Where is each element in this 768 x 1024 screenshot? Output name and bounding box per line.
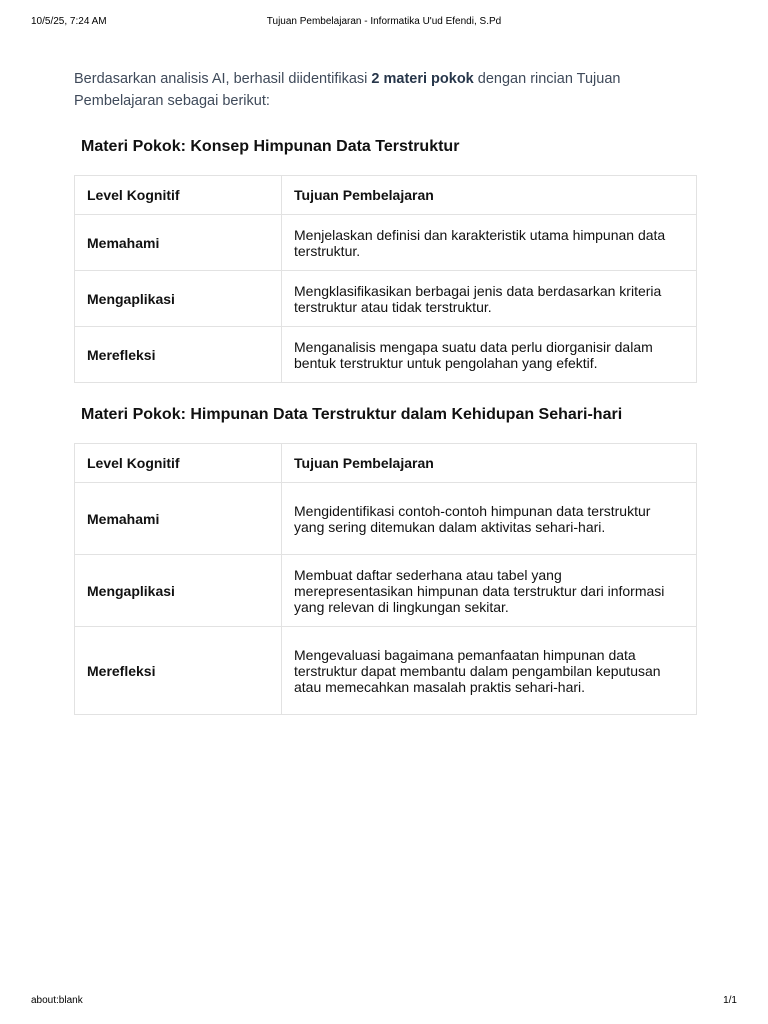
- section-title: Materi Pokok: Konsep Himpunan Data Terstruktur: [81, 138, 460, 155]
- intro-paragraph: [74, 68, 696, 112]
- page-number: 1/1: [723, 995, 737, 1006]
- print-document-title: Tujuan Pembelajaran - Informatika U'ud Efendi, S.Pd: [266, 16, 502, 27]
- table-row: [75, 215, 697, 271]
- print-header: [31, 16, 737, 30]
- cell-goal: Mengidentifikasi contoh-contoh himpunan data terstruktur yang sering ditemukan dalam aktivitas sehari-hari.: [282, 483, 697, 555]
- cell-goal: Mengklasifikasikan berbagai jenis data berdasarkan kriteria terstruktur atau tidak terstruktur.: [282, 271, 697, 327]
- cell-goal: Menjelaskan definisi dan karakteristik utama himpunan data terstruktur.: [282, 215, 697, 271]
- print-footer: [31, 995, 737, 1009]
- cell-level: Memahami: [75, 215, 282, 271]
- table-row: [75, 627, 697, 715]
- header-level: Level Kognitif: [75, 444, 282, 483]
- cell-level: Merefleksi: [75, 327, 282, 383]
- print-url: about:blank: [31, 995, 83, 1006]
- learning-goals-table: [74, 175, 697, 383]
- table-row: [75, 271, 697, 327]
- cell-level: Memahami: [75, 483, 282, 555]
- header-goal: Tujuan Pembelajaran: [282, 444, 697, 483]
- table-row: [75, 327, 697, 383]
- cell-goal: Menganalisis mengapa suatu data perlu diorganisir dalam bentuk terstruktur untuk pengolahan yang efektif.: [282, 327, 697, 383]
- cell-level: Mengaplikasi: [75, 271, 282, 327]
- learning-goals-table: [74, 443, 697, 715]
- table-header-row: [75, 444, 697, 483]
- main-content: [74, 68, 696, 715]
- cell-goal: Mengevaluasi bagaimana pemanfaatan himpunan data terstruktur dapat membantu dalam pengambilan keputusan atau memecahkan masalah praktis sehari-hari.: [282, 627, 697, 715]
- cell-goal: Membuat daftar sederhana atau tabel yang merepresentasikan himpunan data terstruktur dari informasi yang relevan di lingkungan sekitar.: [282, 555, 697, 627]
- print-date: 10/5/25, 7:24 AM: [31, 16, 107, 27]
- cell-level: Merefleksi: [75, 627, 282, 715]
- table-row: [75, 483, 697, 555]
- cell-level: Mengaplikasi: [75, 555, 282, 627]
- header-goal: Tujuan Pembelajaran: [282, 176, 697, 215]
- table-header-row: [75, 176, 697, 215]
- table-row: [75, 555, 697, 627]
- intro-text-after: dengan rincian Tujuan Pembelajaran sebagai berikut:: [74, 71, 621, 109]
- header-level: Level Kognitif: [75, 176, 282, 215]
- intro-highlight: 2 materi pokok: [371, 71, 474, 87]
- section-title: Materi Pokok: Himpunan Data Terstruktur dalam Kehidupan Sehari-hari: [81, 406, 623, 423]
- intro-text-before: Berdasarkan analisis AI, berhasil diidentifikasi: [74, 71, 372, 87]
